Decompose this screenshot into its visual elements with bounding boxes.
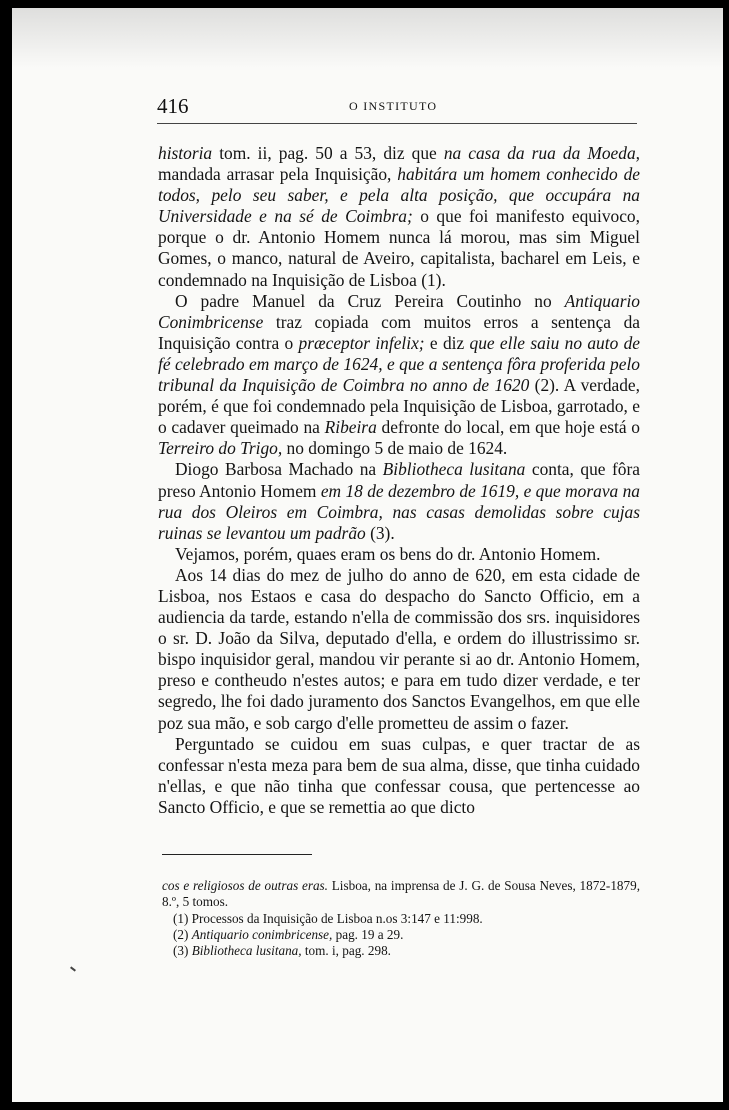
paragraph-1: [158, 143, 640, 291]
paragraph-2-part-1: O padre Manuel da Cruz Pereira Coutinho no: [175, 290, 565, 311]
footnote-2: [162, 927, 640, 943]
footnote-rule: [162, 854, 312, 855]
paragraph-6: Perguntado se cuidou em suas culpas, e quer tractar de as confessar n'esta meza para bem de sua alma, disse, que tinha cuidado n'ellas, e que não tinha que confessar cousa, que pertencesse ao Sancto Officio, e que se remettia ao que dicto: [158, 733, 640, 817]
paragraph-2-part-10: Terreiro do Trigo,: [158, 438, 283, 459]
page-number: 416: [157, 94, 189, 118]
footnote-continuation-part-1: cos e religiosos de outras eras.: [162, 878, 328, 893]
paragraph-2-part-3: traz copiada com muitos erros a sentença da Inquisição contra o: [158, 311, 640, 353]
page-header: [157, 94, 637, 116]
paragraph-1-part-7: habitára um homem conhecido de todos, pelo seu saber, e pela alta posição, que occupára na Universidade e na sé de Coimbra;: [158, 164, 640, 227]
paragraph-2-part-6: que elle saiu no auto de fé celebrado em março de 1624, e que a sentença fôra proferida pelo tribunal da Inquisição de Coimbra no anno de 1620: [158, 332, 640, 396]
paragraph-1-part-5: na casa da rua da Moeda,: [443, 143, 640, 163]
body-text: [158, 143, 640, 818]
footnote-3-part-2: Bibliotheca lusitana,: [191, 943, 302, 959]
footnote-3-part-1: (3): [173, 943, 192, 959]
paragraph-3-part-3: conta, que fôra preso Antonio Homem: [158, 459, 640, 501]
footnote-3: [162, 943, 640, 959]
paragraph-3-part-5: (3).: [365, 522, 395, 543]
footnote-2-part-3: pag. 19 a 29.: [332, 926, 404, 942]
footnote-1: [162, 911, 640, 927]
book-page: [12, 8, 723, 1102]
scan-mark: [70, 966, 76, 971]
paragraph-2: [158, 291, 640, 460]
scan-shadow: [12, 8, 723, 68]
paragraph-1-part-4: , pag. 50 a 53, diz que: [267, 143, 444, 163]
footnote-continuation-part-2: Lisboa, na imprensa de J. G. de Sousa Neves, 1872-1879, 8.º, 5 tomos.: [162, 878, 640, 910]
paragraph-2-part-4: præceptor infelix;: [298, 332, 425, 353]
paragraph-5: Aos 14 dias do mez de julho do anno de 620, em esta cidade de Lisboa, nos Estaos e casa do despacho do Sancto Officio, em a audiencia da tarde, estando n'ella de commissão dos srs. inquisidores o sr. D. João da Silva, deputado d'ella, e ordem do illustrissimo sr. bispo inquisidor geral, mandou vir perante si ao dr. Antonio Homem, preso e contheudo n'estes autos; e para em tudo dizer verdade, e ter segredo, lhe foi dado juramento dos Sanctos Evangelhos, em que elle poz sua mão, e sob cargo d'elle prometteu de assim o fazer.: [158, 564, 640, 733]
footnote-2-part-2: Antiquario conimbricense,: [191, 926, 333, 942]
paragraph-3-part-1: Diogo Barbosa Machado na: [175, 459, 383, 480]
footnote-1-text: (1) Processos da Inquisição de Lisboa n.os 3:147 e 11:998.: [173, 910, 483, 926]
paragraph-1-part-6: mandada arrasar pela Inquisição,: [158, 164, 398, 185]
paragraph-3-part-4: em 18 de dezembro de 1619, e que morava na rua dos Oleiros em Coimbra, nas casas demolidas sobre cujas ruinas se levantou um padrão: [158, 480, 640, 543]
footnote-2-part-1: (2): [173, 926, 192, 942]
footnote-continuation: [162, 878, 640, 911]
paragraph-3-part-2: Bibliotheca lusitana: [382, 459, 526, 480]
footnotes: [162, 878, 640, 959]
paragraph-2-part-7: (2). A verdade, porém, é que foi condemnado pela Inquisição de Lisboa, garrotado, e o cadaver queimado na: [158, 375, 640, 438]
paragraph-1-part-8: o que foi manifesto equivoco, porque o dr. Antonio Homem nunca lá morou, mas sim Miguel Gomes, o manco, natural de Aveiro, capitalista, bacharel em Leis, e condemnado na Inquisição de Lisboa (1).: [158, 206, 640, 290]
paragraph-2-part-8: Ribeira: [324, 417, 377, 438]
footnote-3-part-3: tom. i, pag. 298.: [301, 943, 391, 959]
paragraph-1-part-1: historia: [158, 143, 213, 163]
paragraph-2-part-9: defronte do local, em que hoje está o: [376, 417, 640, 438]
paragraph-1-part-3: ii: [257, 143, 268, 163]
paragraph-2-part-11: no domingo 5 de maio de 1624.: [282, 438, 508, 459]
paragraph-4: Vejamos, porém, quaes eram os bens do dr. Antonio Homem.: [175, 543, 601, 564]
paragraph-2-part-2: Antiquario Conimbricense: [158, 290, 640, 332]
running-title: O INSTITUTO: [349, 99, 438, 113]
paragraph-3: [158, 459, 640, 543]
paragraph-2-part-5: e diz: [424, 332, 470, 353]
header-rule: [157, 123, 637, 124]
paragraph-1-part-2: tom.: [212, 143, 258, 163]
